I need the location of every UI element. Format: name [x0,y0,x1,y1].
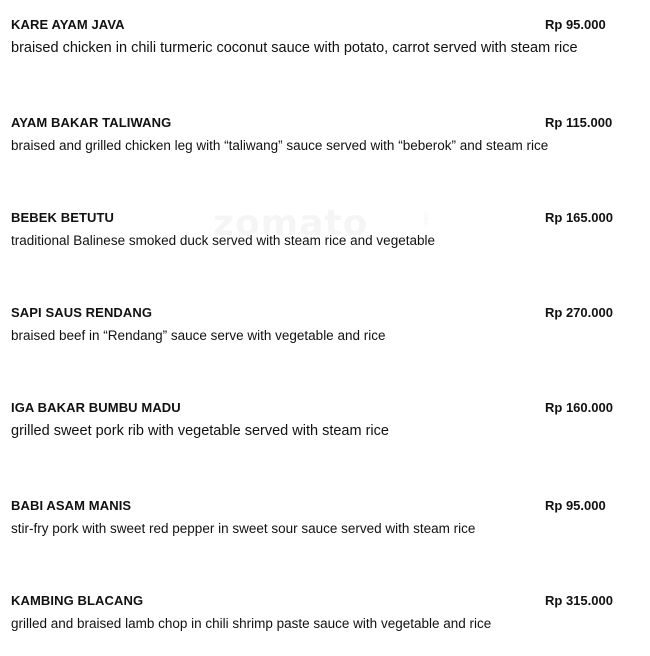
item-name: KARE AYAM JAVA [11,17,125,32]
item-name: IGA BAKAR BUMBU MADU [11,400,181,415]
item-price: Rp 165.000 [545,210,613,225]
item-price: Rp 115.000 [545,115,613,130]
item-price: Rp 315.000 [545,593,613,608]
item-price: Rp 160.000 [545,400,613,415]
item-name: KAMBING BLACANG [11,593,144,608]
item-name: BABI ASAM MANIS [11,498,132,513]
item-description: grilled and braised lamb chop in chili shrimp paste sauce with vegetable and rice [11,616,492,631]
item-description: braised and grilled chicken leg with “taliwang” sauce served with “beberok” and steam rice [11,138,549,153]
item-description: grilled sweet pork rib with vegetable served with steam rice [11,423,389,439]
item-price: Rp 95.000 [545,498,606,513]
item-name: SAPI SAUS RENDANG [11,305,153,320]
item-description: traditional Balinese smoked duck served with steam rice and vegetable [11,233,435,248]
item-description: braised chicken in chili turmeric coconut sauce with potato, carrot served with steam rice [11,40,578,56]
item-name: BEBEK BETUTU [11,210,115,225]
zomato-watermark-suffix: .com [422,211,429,227]
item-price: Rp 95.000 [545,17,606,32]
item-price: Rp 270.000 [545,305,613,320]
item-description: stir-fry pork with sweet red pepper in sweet sour sauce served with steam rice [11,521,476,536]
item-name: AYAM BAKAR TALIWANG [11,115,172,130]
item-description: braised beef in “Rendang” sauce serve with vegetable and rice [11,328,386,343]
